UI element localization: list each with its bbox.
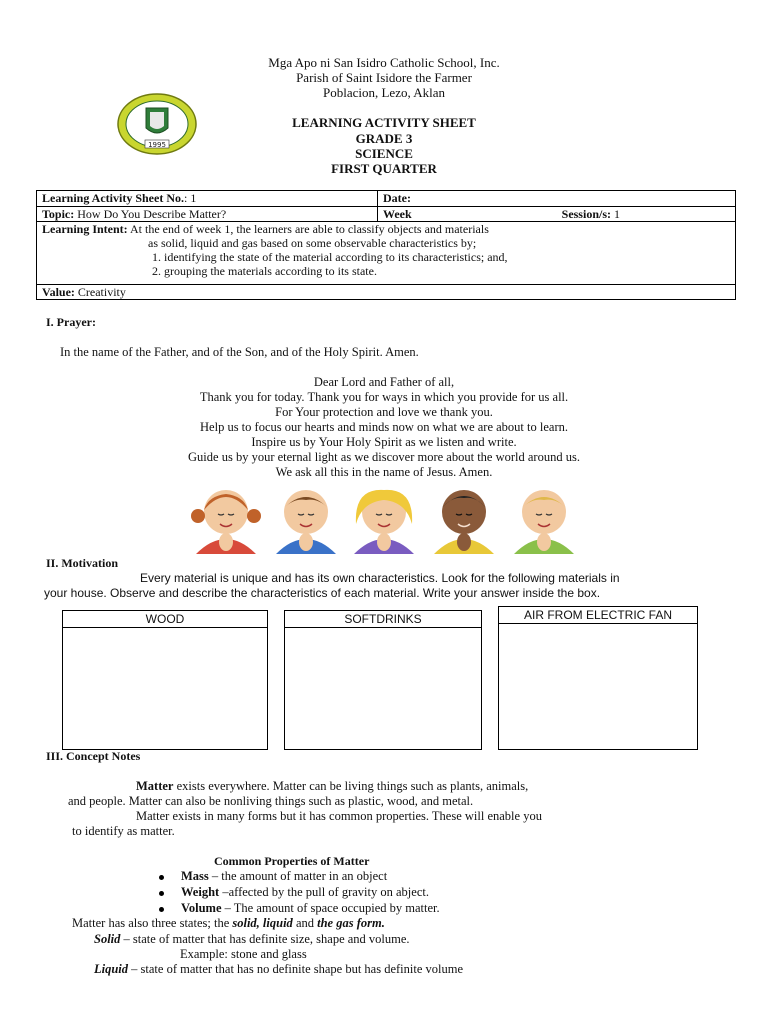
softdrinks-answer-box[interactable] xyxy=(284,610,482,750)
concept-para-line-3: Matter exists in many forms but it has common properties. These will enable you xyxy=(136,809,542,823)
prayer-line-7: We ask all this in the name of Jesus. Amen. xyxy=(275,465,493,479)
week-label: Week xyxy=(383,207,412,221)
praying-child-illustration xyxy=(266,484,346,554)
wood-box-label: WOOD xyxy=(63,611,267,628)
sheet-title: LEARNING ACTIVITY SHEET xyxy=(292,115,476,130)
liquid-term: Liquid xyxy=(94,962,129,976)
intent-label: Learning Intent: xyxy=(42,222,128,236)
school-name: Mga Apo ni San Isidro Catholic School, Inc. xyxy=(268,55,500,70)
motivation-line-2: your house. Observe and describe the characteristics of each material. Write your answer inside the box. xyxy=(44,586,601,600)
properties-heading: Common Properties of Matter xyxy=(214,854,370,868)
concept-text-1: exists everywhere. Matter can be living things such as plants, animals, xyxy=(173,779,529,793)
solid-line xyxy=(94,932,410,947)
date-label: Date: xyxy=(383,191,411,205)
praying-child-illustration xyxy=(186,484,266,554)
grade-title: GRADE 3 xyxy=(355,131,413,146)
quarter-title: FIRST QUARTER xyxy=(331,161,437,176)
session-label: Session/s: xyxy=(561,207,611,221)
solid-term: Solid xyxy=(94,932,121,946)
weight-def: –affected by the pull of gravity on abject. xyxy=(219,885,429,899)
solid-example: Example: stone and glass xyxy=(180,947,307,961)
praying-child-illustration xyxy=(344,484,424,554)
solid-def: – state of matter that has definite size, shape and volume. xyxy=(120,932,410,946)
intent-item2: 2. grouping the materials according to its state. xyxy=(152,264,377,278)
matter-term: Matter xyxy=(136,779,174,793)
property-mass xyxy=(181,869,387,884)
concept-para-line-2: and people. Matter can also be nonliving things such as plastic, wood, and metal. xyxy=(68,794,474,808)
bullet-icon xyxy=(159,875,164,880)
bullet-icon xyxy=(159,891,164,896)
intent-line2: as solid, liquid and gas based on some observable characteristics by; xyxy=(148,236,477,250)
bullet-icon xyxy=(159,907,164,912)
praying-child-illustration xyxy=(424,484,504,554)
softdrinks-box-label: SOFTDRINKS xyxy=(285,611,481,628)
topic-value: How Do You Describe Matter? xyxy=(77,207,227,221)
praying-child-illustration xyxy=(504,484,584,554)
prayer-heading: I. Prayer: xyxy=(46,315,96,329)
parish-name: Parish of Saint Isidore the Farmer xyxy=(296,70,472,85)
property-volume xyxy=(181,901,440,916)
states-line xyxy=(72,916,385,931)
states-gas: the gas form. xyxy=(317,916,385,930)
intent-item1: 1. identifying the state of the material according to its characteristics; and, xyxy=(152,250,508,264)
volume-def: – The amount of space occupied by matter. xyxy=(221,901,440,915)
session-value: 1 xyxy=(614,207,620,221)
school-address: Poblacion, Lezo, Aklan xyxy=(322,85,446,100)
prayer-line-5: Inspire us by Your Holy Spirit as we listen and write. xyxy=(251,435,517,449)
intent-line1: At the end of week 1, the learners are able to classify objects and materials xyxy=(130,222,489,236)
weight-term: Weight xyxy=(181,885,220,899)
concept-heading: III. Concept Notes xyxy=(46,749,141,763)
mass-def: – the amount of matter in an object xyxy=(208,869,388,883)
liquid-def: – state of matter that has no definite shape but has definite volume xyxy=(128,962,464,976)
volume-term: Volume xyxy=(181,901,222,915)
value-value: Creativity xyxy=(77,285,126,299)
motivation-heading: II. Motivation xyxy=(46,556,118,570)
concept-para-line-4: to identify as matter. xyxy=(72,824,175,838)
states-and: and xyxy=(292,916,318,930)
seal-year: 1995 xyxy=(148,141,166,149)
prayer-line-2: Thank you for today. Thank you for ways in which you provide for us all. xyxy=(199,390,569,404)
air-fan-answer-box[interactable] xyxy=(498,606,698,750)
prayer-line-3: For Your protection and love we thank you. xyxy=(275,405,493,419)
liquid-line xyxy=(94,962,463,977)
sign-of-cross: In the name of the Father, and of the Son, and of the Holy Spirit. Amen. xyxy=(60,345,419,359)
concept-para-line-1 xyxy=(136,779,528,794)
wood-answer-box[interactable] xyxy=(62,610,268,750)
motivation-line-1: Every material is unique and has its own characteristics. Look for the following materials in xyxy=(140,571,620,585)
mass-term: Mass xyxy=(181,869,209,883)
subject-title: SCIENCE xyxy=(355,146,413,161)
topic-label: Topic: xyxy=(42,207,75,221)
prayer-line-4: Help us to focus our hearts and minds now on what we are about to learn. xyxy=(200,420,568,434)
states-intro: Matter has also three states; the xyxy=(72,916,233,930)
las-value: : 1 xyxy=(184,191,197,205)
info-table xyxy=(36,190,736,300)
prayer-line-1: Dear Lord and Father of all, xyxy=(313,375,455,389)
las-label: Learning Activity Sheet No. xyxy=(42,191,184,205)
property-weight xyxy=(181,885,429,900)
states-solid-liquid: solid, liquid xyxy=(232,916,293,930)
value-label: Value: xyxy=(42,285,75,299)
air-fan-box-label: AIR FROM ELECTRIC FAN xyxy=(499,607,697,624)
prayer-line-6: Guide us by your eternal light as we discover more about the world around us. xyxy=(188,450,580,464)
